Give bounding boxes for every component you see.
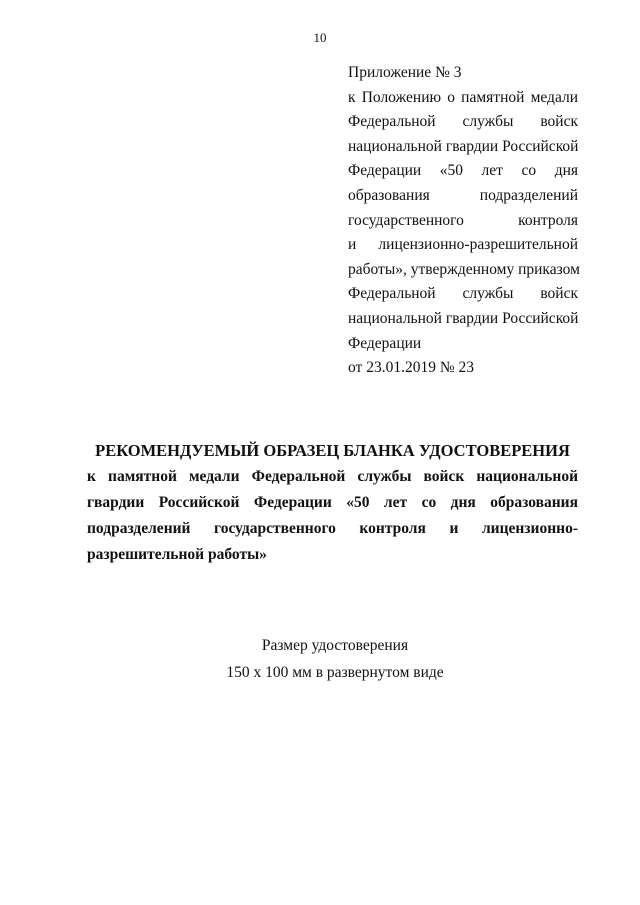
appendix-line: государственного контроля	[348, 211, 578, 229]
appendix-line: национальной гвардии Российской	[348, 137, 579, 155]
appendix-line: национальной гвардии Российской	[348, 309, 579, 327]
size-block	[0, 632, 640, 686]
size-label: Размер удостоверения	[261, 637, 409, 654]
appendix-line: Федерации «50 лет со дня	[348, 162, 578, 180]
appendix-line: образования подразделений	[348, 186, 578, 204]
page-number: 10	[313, 30, 327, 45]
document-title: РЕКОМЕНДУЕМЫЙ ОБРАЗЕЦ БЛАНКА УДОСТОВЕРЕНИЯ	[95, 441, 570, 460]
appendix-line: Федерации	[348, 334, 422, 352]
appendix-line: работы», утвержденному приказом	[348, 260, 580, 278]
appendix-block	[348, 61, 578, 381]
title-block	[87, 438, 578, 568]
appendix-line: Федеральной службы войск	[348, 113, 578, 131]
subtitle-line: к памятной медали Федеральной службы войск национальной	[87, 468, 578, 485]
appendix-line: и лицензионно-разрешительной	[348, 236, 578, 254]
appendix-line: Федеральной службы войск	[348, 285, 578, 303]
document-subtitle	[87, 464, 578, 568]
subtitle-line: разрешительной работы»	[87, 546, 267, 563]
appendix-line: к Положению о памятной медали	[348, 88, 578, 106]
size-value: 150 х 100 мм в развернутом виде	[226, 664, 444, 681]
appendix-line: от 23.01.2019 № 23	[348, 359, 474, 377]
subtitle-line: гвардии Российской Федерации «50 лет со дня образования	[87, 494, 578, 511]
subtitle-line: подразделений государственного контроля и лицензионно-	[87, 520, 578, 537]
appendix-line: Приложение № 3	[348, 64, 462, 81]
